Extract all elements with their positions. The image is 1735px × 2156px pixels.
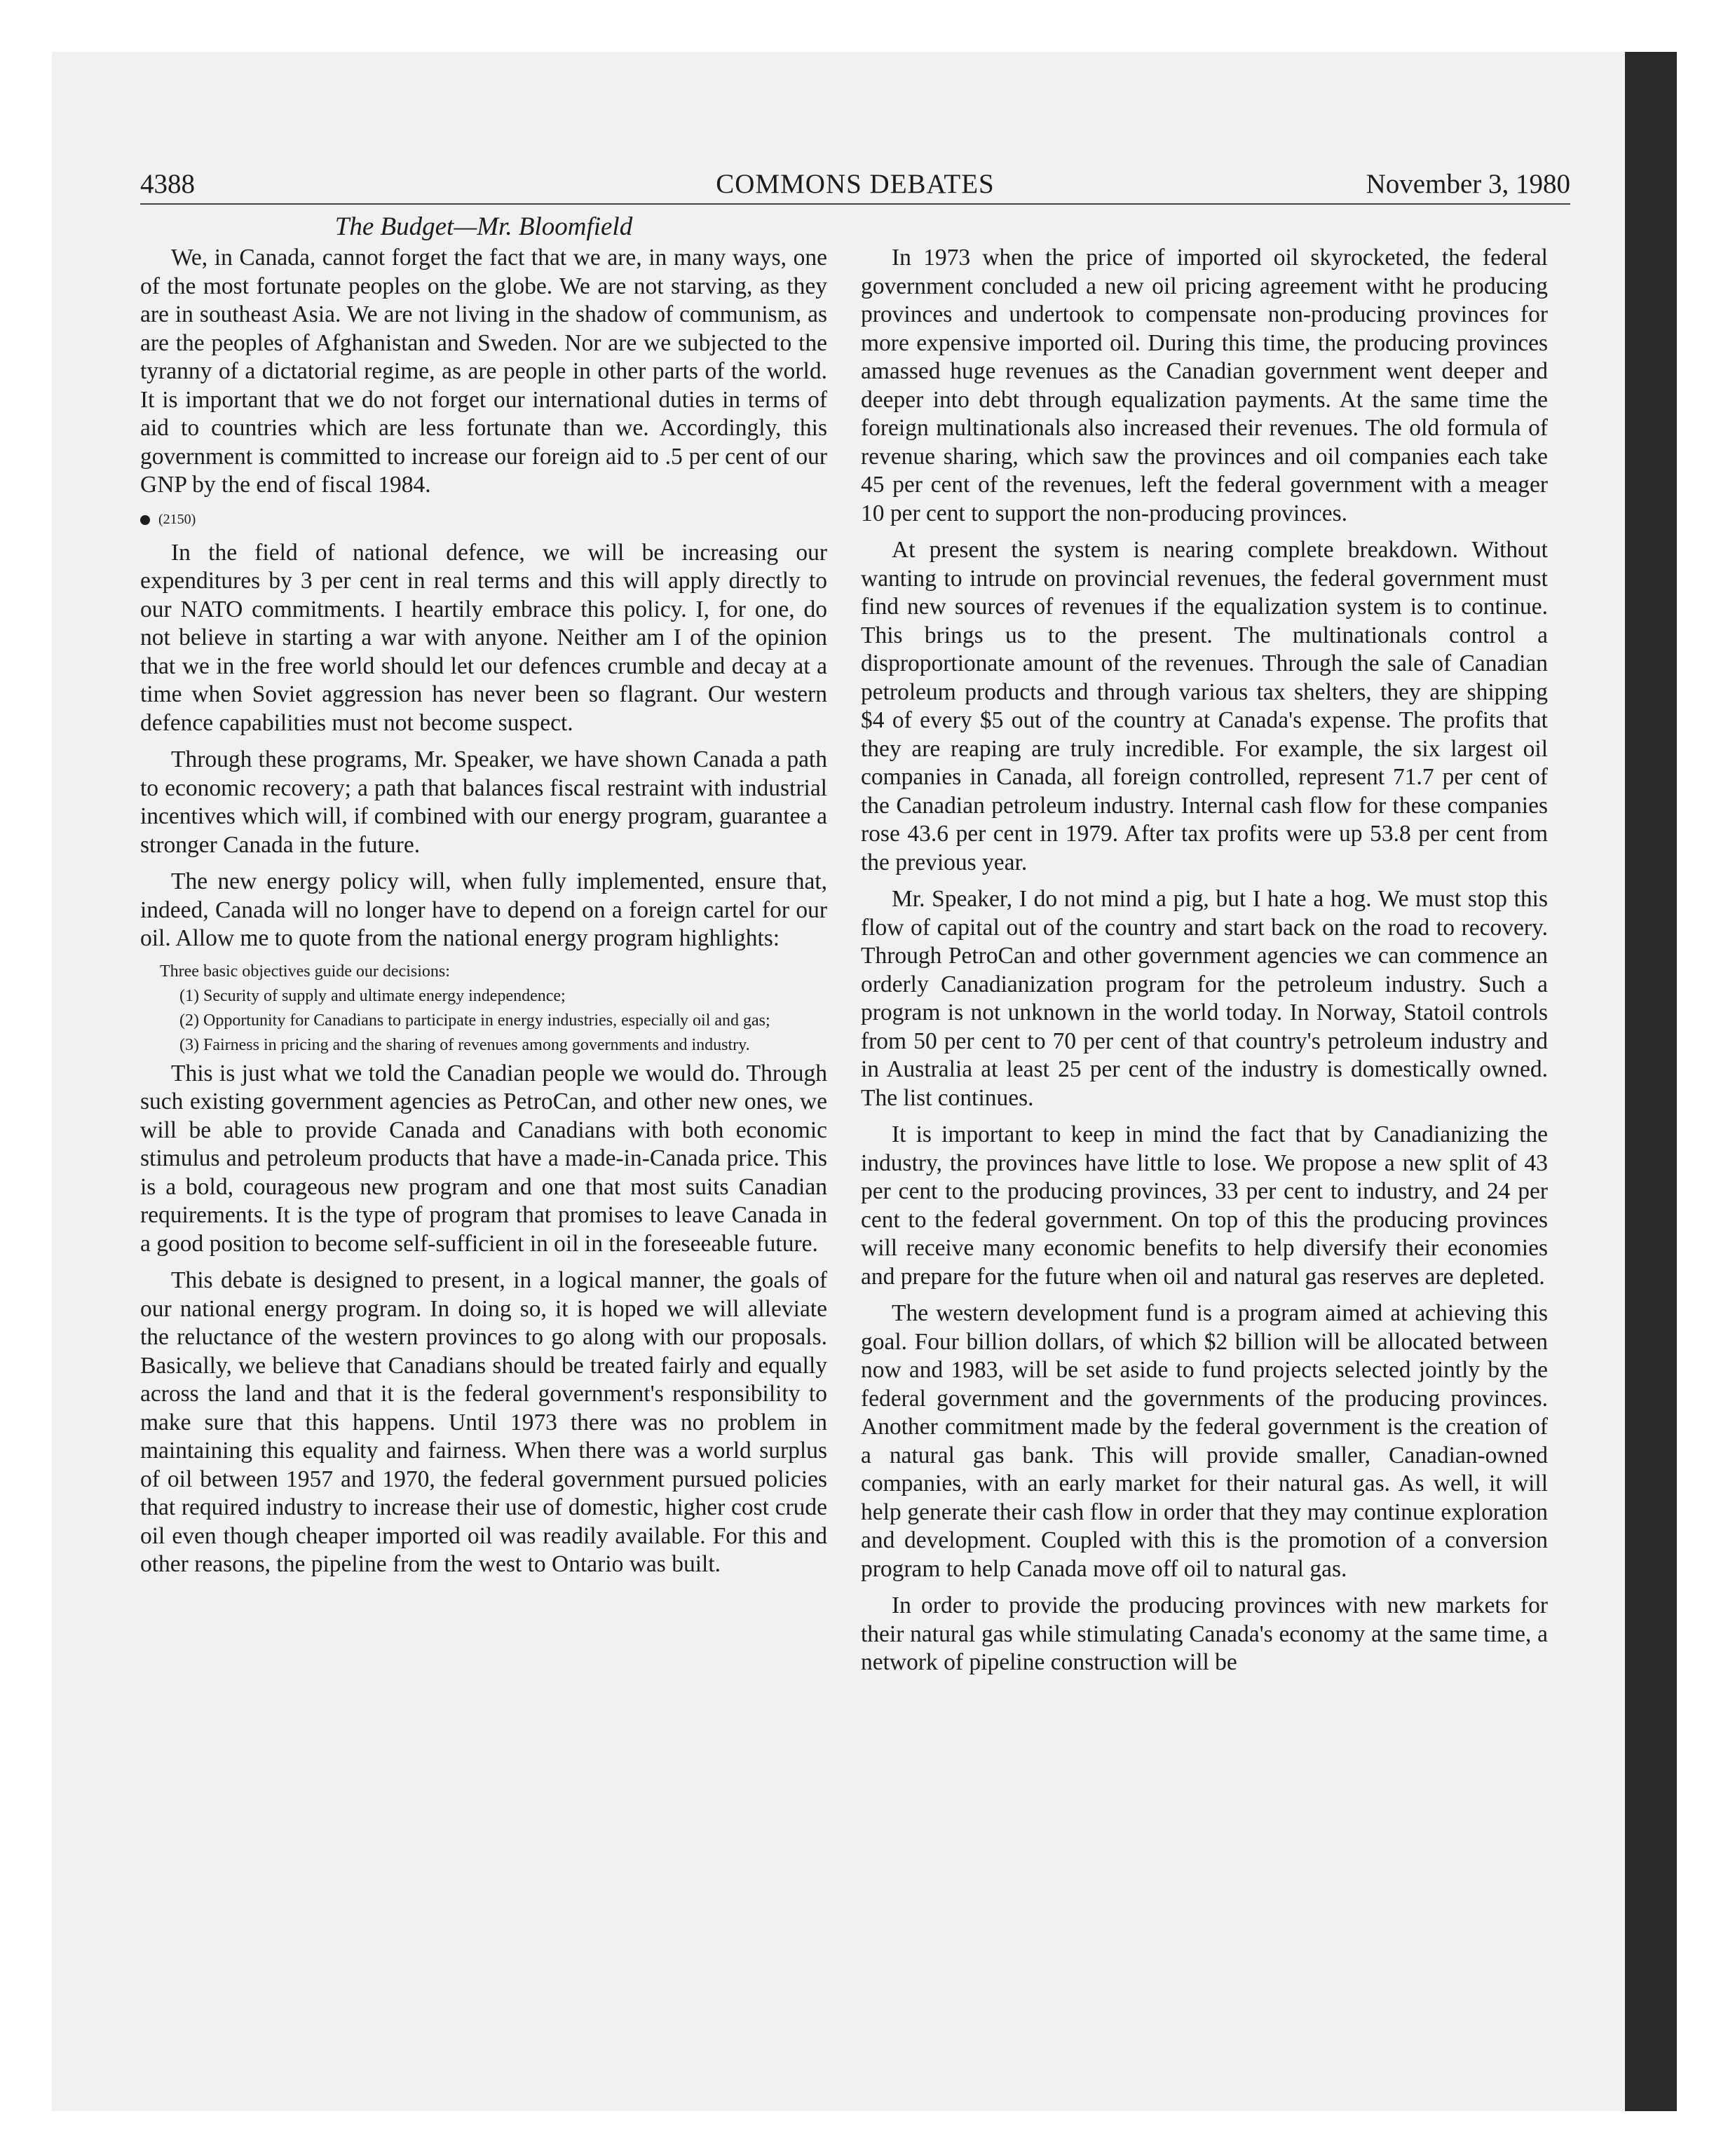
page-number: 4388 [140, 169, 195, 199]
quote-item: (3) Fairness in pricing and the sharing of revenues among governments and industry. [179, 1035, 750, 1054]
paragraph: In order to provide the producing provinces with new markets for their natural gas while stimulating Canada's economy at the same time, a network of pipeline construction will be [861, 1592, 1548, 1675]
paragraph: This is just what we told the Canadian people we would do. Through such existing government agencies as PetroCan, and other new ones, we will be able to provide Canada and Canadians with both economic stimulus and petroleum products that have a made-in-Canada price. This is a bold, courageous new program and one that most suits Canadian requirements. It is the type of program that promises to leave Canada in a good position to become self-sufficient in oil in the foreseeable future. [140, 1060, 827, 1257]
paragraph: The western development fund is a program aimed at achieving this goal. Four billion dollars, of which $2 billion will be allocated between now and 1983, will be set aside to fund projects selected jointly by the federal government and the governments of the producing provinces. Another commitment made by the federal government is the creation of a natural gas bank. This will provide smaller, Canadian-owned companies, with an early market for their natural gas. As well, it will help generate their cash flow in order that they may continue exploration and development. Coupled with this is the promotion of a conversion program to help Canada move off oil to natural gas. [861, 1300, 1548, 1582]
quote-intro: Three basic objectives guide our decisions: [160, 962, 450, 981]
paragraph: The new energy policy will, when fully implemented, ensure that, indeed, Canada will no longer have to depend on a foreign cartel for our oil. Allow me to quote from the national energy program highlights: [140, 868, 827, 951]
quote-item: (1) Security of supply and ultimate energy independence; [179, 986, 566, 1005]
binding-edge [1625, 52, 1677, 2111]
paragraph: This debate is designed to present, in a logical manner, the goals of our national energy program. In doing so, it is hoped we will alleviate the reluctance of the western provinces to go along with our proposals. Basically, we believe that Canadians should be treated fairly and equally across the land and that it is the federal government's responsibility to make sure that this happens. Until 1973 there was no problem in maintaining this equality and fairness. When there was a world surplus of oil between 1957 and 1970, the federal government pursued policies that required industry to increase their use of domestic, higher cost crude oil even though cheaper imported oil was readily available. For this and other reasons, the pipeline from the west to Ontario was built. [140, 1267, 827, 1577]
page-date: November 3, 1980 [1366, 169, 1570, 199]
right-column [861, 244, 1548, 1686]
left-column [140, 244, 827, 1588]
paragraph: In 1973 when the price of imported oil skyrocketed, the federal government concluded a new oil pricing agreement witht he producing provinces and undertook to compensate non-producing provinces for more expensive imported oil. During this time, the producing provinces amassed huge revenues as the Canadian government went deeper and deeper into debt through equalization payments. At the same time the foreign multinationals also increased their revenues. The old formula of revenue sharing, which saw the provinces and oil companies each take 45 per cent of the revenues, left the federal government with a meager 10 per cent to support the non-producing provinces. [861, 245, 1548, 526]
time-stamp [140, 508, 827, 531]
paragraph: Mr. Speaker, I do not mind a pig, but I hate a hog. We must stop this flow of capital out of the country and start back on the road to recovery. Through PetroCan and other government agencies we can commence an orderly Canadianization program for the petroleum industry. Such a program is not unknown in the world today. In Norway, Statoil controls from 50 per cent to 70 per cent of that country's petroleum industry and in Australia at least 25 per cent of the industry is domestically owned. The list continues. [861, 886, 1548, 1111]
header-rule [140, 203, 1570, 205]
journal-title: COMMONS DEBATES [716, 169, 995, 199]
time-stamp-text: (2150) [158, 511, 196, 527]
paragraph: At present the system is nearing complete breakdown. Without wanting to intrude on provincial revenues, the federal government must find new sources of revenues if the equalization system is to continue. This brings us to the present. The multinationals control a disproportionate amount of the revenues. Through the sale of Canadian petroleum products and through various tax shelters, they are shipping $4 of every $5 out of the country at Canada's expense. The profits that they are reaping are truly incredible. For example, the six largest oil companies in Canada, all foreign controlled, represent 71.7 per cent of the Canadian petroleum industry. Internal cash flow for these companies rose 43.6 per cent in 1979. After tax profits were up 53.8 per cent from the previous year. [861, 537, 1548, 875]
paragraph: Through these programs, Mr. Speaker, we have shown Canada a path to economic recovery; a path that balances fiscal restraint with industrial incentives which will, if combined with our energy program, guarantee a stronger Canada in the future. [140, 746, 827, 858]
bullet-icon [140, 515, 150, 525]
paragraph: We, in Canada, cannot forget the fact that we are, in many ways, one of the most fortunate peoples on the globe. We are not starving, as they are in southeast Asia. We are not living in the shadow of communism, as are the peoples of Afghanistan and Sweden. Nor are we subjected to the tyranny of a dictatorial regime, as are people in other parts of the world. It is important that we do not forget our international duties in terms of aid to countries which are less fortunate than we. Accordingly, this government is committed to increase our foreign aid to .5 per cent of our GNP by the end of fiscal 1984. [140, 245, 827, 498]
page-header [140, 164, 1570, 205]
running-head: The Budget—Mr. Bloomfield [334, 212, 633, 241]
paragraph: In the field of national defence, we will be increasing our expenditures by 3 per cent in real terms and this will apply directly to our NATO commitments. I heartily embrace this policy. I, for one, do not believe in starting a war with anyone. Neither am I of the opinion that we in the free world should let our defences crumble and decay at a time when Soviet aggression has never been so flagrant. Our western defence capabilities must not become suspect. [140, 539, 827, 736]
quote-item: (2) Opportunity for Canadians to participate in energy industries, especially oil and gas; [179, 1011, 770, 1030]
paragraph: It is important to keep in mind the fact that by Canadianizing the industry, the provinces have little to lose. We propose a new split of 43 per cent to the producing provinces, 33 per cent to industry, and 24 per cent to the federal government. On top of this the producing provinces will receive many economic benefits to help diversify their economies and prepare for the future when oil and natural gas reserves are depleted. [861, 1121, 1548, 1290]
